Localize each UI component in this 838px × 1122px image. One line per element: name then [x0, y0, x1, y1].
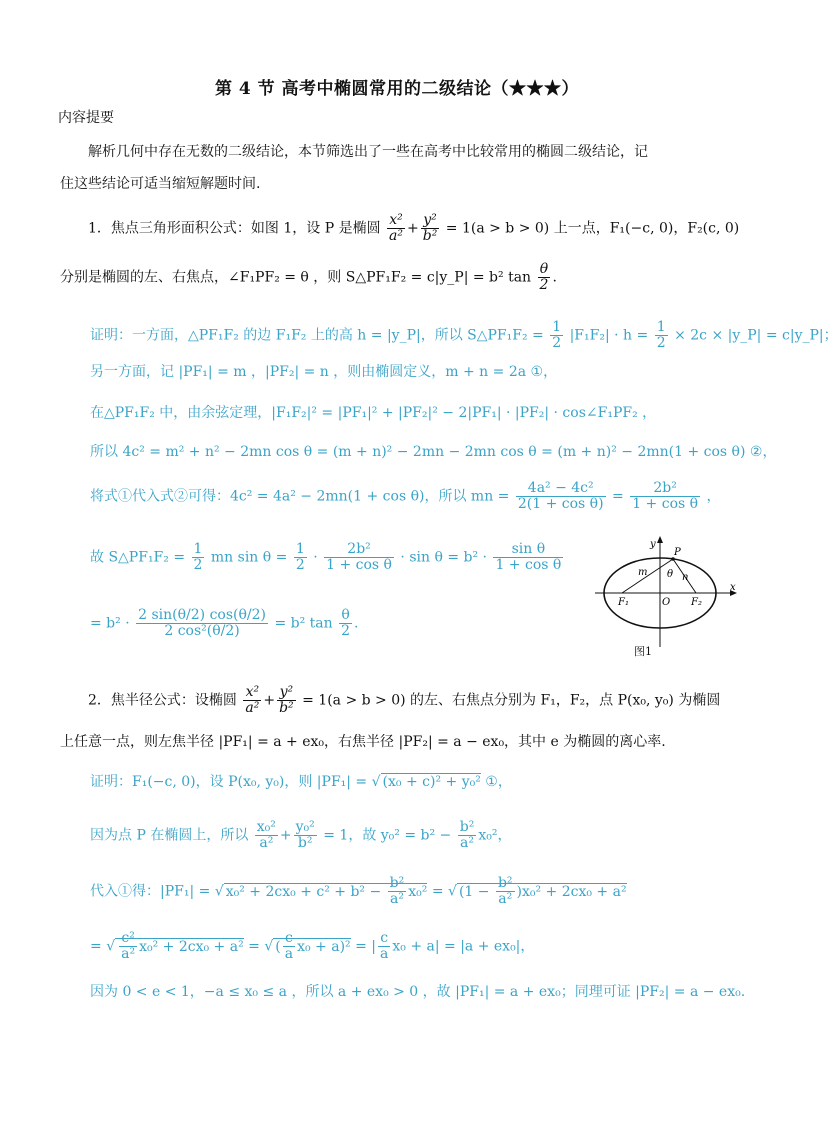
s1-heading: 1．焦点三角形面积公式：如图 1，设 P 是椭圆 $\frac{\text{x²}}{\text{a²}}$ + $\frac{\text{y²}}{\text{b²}}$ = 1(a > b > 0) 上一点，F₁(−c, 0)，F₂(c, 0): [88, 212, 740, 244]
ellipse-figure: [590, 535, 740, 660]
label-m: m: [638, 567, 648, 578]
page-title: 第 4 节 高考中椭圆常用的二级结论（★★★）: [214, 79, 580, 99]
label-x: x: [730, 582, 736, 593]
label-f2: F₂: [691, 597, 702, 608]
s1-proof-line-1: 证明：一方面，△PF₁F₂ 的边 F₁F₂ 上的高 h = |y_P|，所以 S△PF₁F₂ = $\frac{1}{2}$ |F₁F₂| · h = $\frac{1}{2}$ × 2c × |y_P| = c|y_P|；: [90, 319, 838, 351]
label-f1: F₁: [618, 597, 629, 608]
section-heading: 内容提要: [58, 110, 114, 126]
label-theta: θ: [667, 569, 674, 580]
figure-caption: 图1: [634, 645, 652, 658]
s2-proof-line-5: 因为 0 < e < 1，−a ≤ x₀ ≤ a ，所以 a + ex₀ > 0 ，故 |PF₁| = a + ex₀；同理可证 |PF₂| = a − ex₀.: [90, 984, 746, 1000]
s1-proof-line-5: 将式①代入式②可得：4c² = 4a² − 2mn(1 + cos θ)，所以 mn = $\frac{\text{4a² − 4c²}}{\text{2(1 + cos θ)}}$ = $\frac{\text{2b²}}{\text{1 + cos θ}}$ ，: [90, 480, 721, 512]
s1-proof-line-2: 另一方面，记 |PF₁| = m ，|PF₂| = n ，则由椭圆定义，m + n = 2a ①，: [90, 364, 558, 380]
label-n: n: [682, 572, 689, 583]
intro-line-2: 住这些结论可适当缩短解题时间.: [60, 176, 261, 192]
s2-proof-line-2: 因为点 P 在椭圆上，所以 $\frac{\text{x₀²}}{\text{a²}}$ + $\frac{\text{y₀²}}{\text{b²}}$ = 1，故 y₀² = b² − $\frac{\text{b²}}{\text{a²}}$ x₀²，: [90, 819, 512, 851]
s1-proof-line-3: 在△PF₁F₂ 中，由余弦定理，|F₁F₂|² = |PF₁|² + |PF₂|² − 2|PF₁| · |PF₂| · cos∠F₁PF₂ ，: [90, 405, 657, 421]
intro-line-1: 解析几何中存在无数的二级结论，本节筛选出了一些在高考中比较常用的椭圆二级结论，记: [88, 144, 648, 160]
label-y: y: [650, 539, 656, 550]
s1-heading-cont: 分别是椭圆的左、右焦点，∠F₁PF₂ = θ ，则 S△PF₁F₂ = c|y_P| = b² tan $\frac{\theta}{2}$ .: [60, 261, 557, 293]
y-axis-arrow: [657, 536, 663, 543]
s1-proof-line-4: 所以 4c² = m² + n² − 2mn cos θ = (m + n)² − 2mn − 2mn cos θ = (m + n)² − 2mn(1 + cos θ) ②，: [90, 444, 777, 460]
s2-heading-cont: 上任意一点，则左焦半径 |PF₁| = a + ex₀，右焦半径 |PF₂| = a − ex₀，其中 e 为椭圆的离心率.: [60, 734, 666, 750]
s2-proof-line-4: = √ $\frac{\text{c²}}{\text{a²}}$ x₀² + 2cx₀ + a² = √ ( $\frac{c}{a}$ x₀ + a)² = | $\frac{c}{a}$ x₀ + a| = |a + ex₀|，: [90, 930, 535, 962]
s1-proof-line-6: 故 S△PF₁F₂ = $\frac{1}{2}$ mn sin θ = $\frac{1}{2}$ · $\frac{\text{2b²}}{\text{1 + cos θ}}$ · sin θ = b² · $\frac{\text{sin θ}}{\text{1 + cos θ}}$: [90, 541, 562, 573]
label-p: P: [674, 547, 681, 558]
s1-proof-line-7: = b² · $\frac{2 \sin(\theta/2) \cos(\theta/2)}{\text{2 cos²(θ/2)}}$ = b² tan $\frac{\theta}{2}$ .: [90, 607, 359, 639]
label-o: O: [662, 597, 671, 608]
s2-proof-line-1: 证明：F₁(−c, 0)，设 P(x₀, y₀)，则 |PF₁| = √ (x₀ + c)² + y₀² ①，: [90, 774, 512, 790]
s2-proof-line-3: 代入①得：|PF₁| = √ x₀² + 2cx₀ + c² + b² − $\frac{\text{b²}}{\text{a²}}$ x₀² = √ (1 − $\frac{\text{b²}}{\text{a²}}$ )x₀² + 2cx₀ + a²: [90, 875, 627, 907]
s2-heading: 2．焦半径公式：设椭圆 $\frac{\text{x²}}{\text{a²}}$ + $\frac{\text{y²}}{\text{b²}}$ = 1(a > b > 0) 的左、右焦点分别为 F₁，F₂，点 P(x₀, y₀) 为椭圆: [88, 684, 721, 716]
